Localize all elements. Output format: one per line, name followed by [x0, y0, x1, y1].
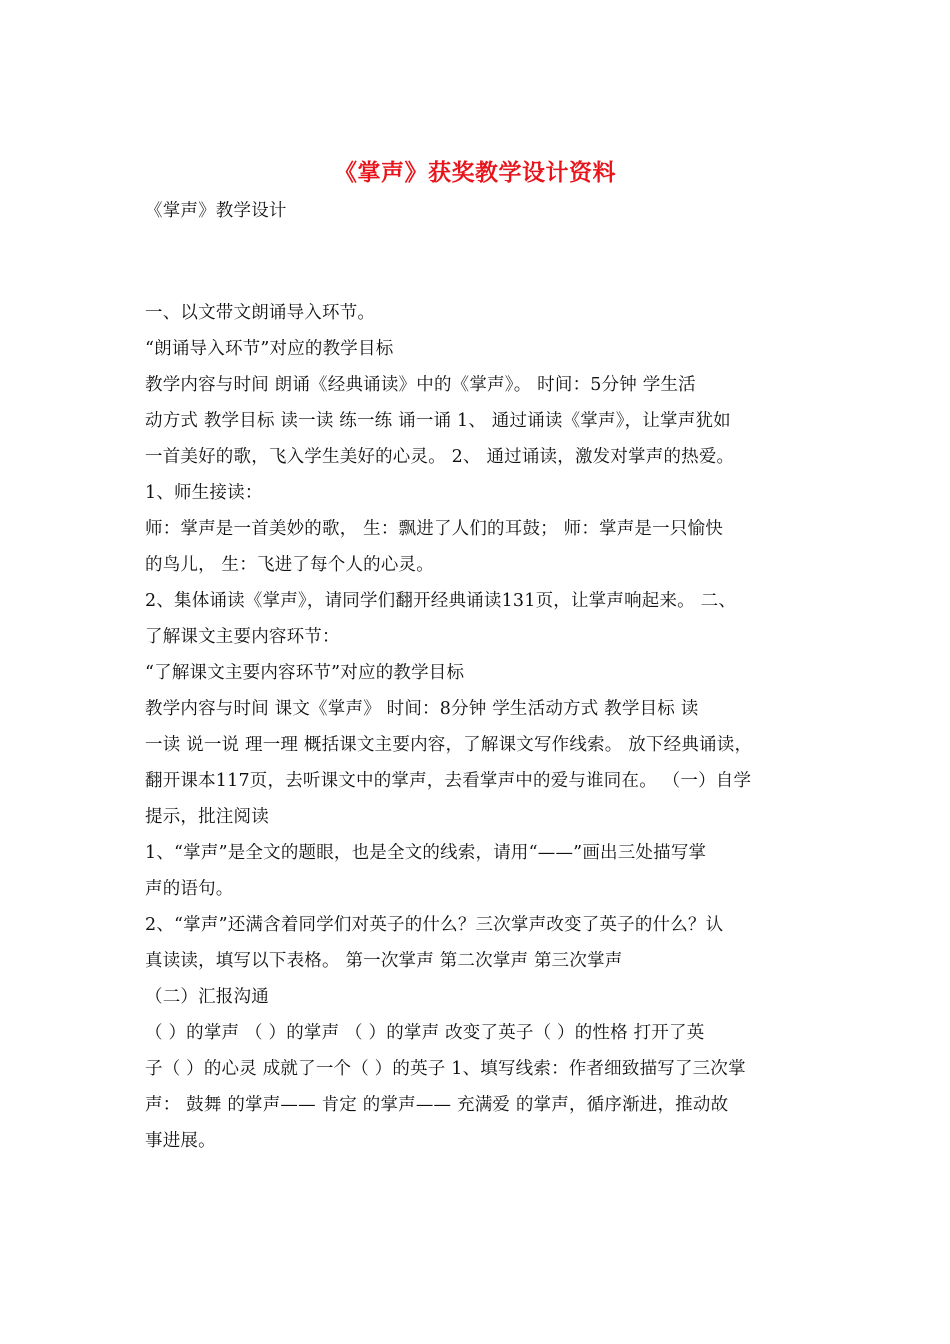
text-line: “了解课文主要内容环节”对应的教学目标	[145, 663, 465, 683]
text-line: 声的语句。	[145, 879, 234, 899]
text-line: 教学内容与时间 课文《掌声》 时间：8分钟 学生活动方式 教学目标 读	[145, 699, 699, 719]
text-line: 教学内容与时间 朗诵《经典诵读》中的《掌声》。 时间：5分钟 学生活	[145, 375, 696, 395]
text-line: 声： 鼓舞 的掌声—— 肯定 的掌声—— 充满爱 的掌声，循序渐进，推动故	[145, 1095, 729, 1115]
text-line: 子（ ）的心灵 成就了一个（ ）的英子 1、填写线索：作者细致描写了三次掌	[145, 1059, 746, 1079]
text-line: 真读读，填写以下表格。 第一次掌声 第二次掌声 第三次掌声	[145, 951, 623, 971]
text-line: 一首美好的歌，飞入学生美好的心灵。 2、 通过诵读，激发对掌声的热爱。	[145, 447, 735, 467]
text-line: 提示，批注阅读	[145, 807, 269, 827]
text-line: 2、集体诵读《掌声》，请同学们翻开经典诵读131页，让掌声响起来。 二、	[145, 591, 737, 611]
text-line: （ ）的掌声 （ ）的掌声 （ ）的掌声 改变了英子（ ）的性格 打开了英	[145, 1023, 705, 1043]
text-line: 2、“掌声”还满含着同学们对英子的什么？三次掌声改变了英子的什么？认	[145, 915, 724, 935]
text-line: 师：掌声是一首美妙的歌， 生：飘进了人们的耳鼓； 师：掌声是一只愉快	[145, 519, 723, 539]
text-line: 1、“掌声”是全文的题眼，也是全文的线索，请用“——”画出三处描写掌	[145, 843, 707, 863]
text-line: （二）汇报沟通	[145, 987, 269, 1007]
document-subtitle: 《掌声》教学设计	[145, 201, 287, 221]
text-line: 的鸟儿， 生：飞进了每个人的心灵。	[145, 555, 434, 575]
text-line: 1、师生接读：	[145, 483, 263, 503]
text-line: 一读 说一说 理一理 概括课文主要内容，了解课文写作线索。 放下经典诵读，	[145, 735, 753, 755]
text-line: 了解课文主要内容环节：	[145, 627, 340, 647]
text-line: 事进展。	[145, 1131, 216, 1151]
text-line: 动方式 教学目标 读一读 练一练 诵一诵 1、 通过诵读《掌声》，让掌声犹如	[145, 411, 731, 431]
document-title: 《掌声》获奖教学设计资料	[334, 159, 616, 186]
text-line: “朗诵导入环节”对应的教学目标	[145, 339, 394, 359]
text-line: 一、以文带文朗诵导入环节。	[145, 303, 376, 323]
text-line: 翻开课本117页，去听课文中的掌声，去看掌声中的爱与谁同在。 （一）自学	[145, 771, 752, 791]
